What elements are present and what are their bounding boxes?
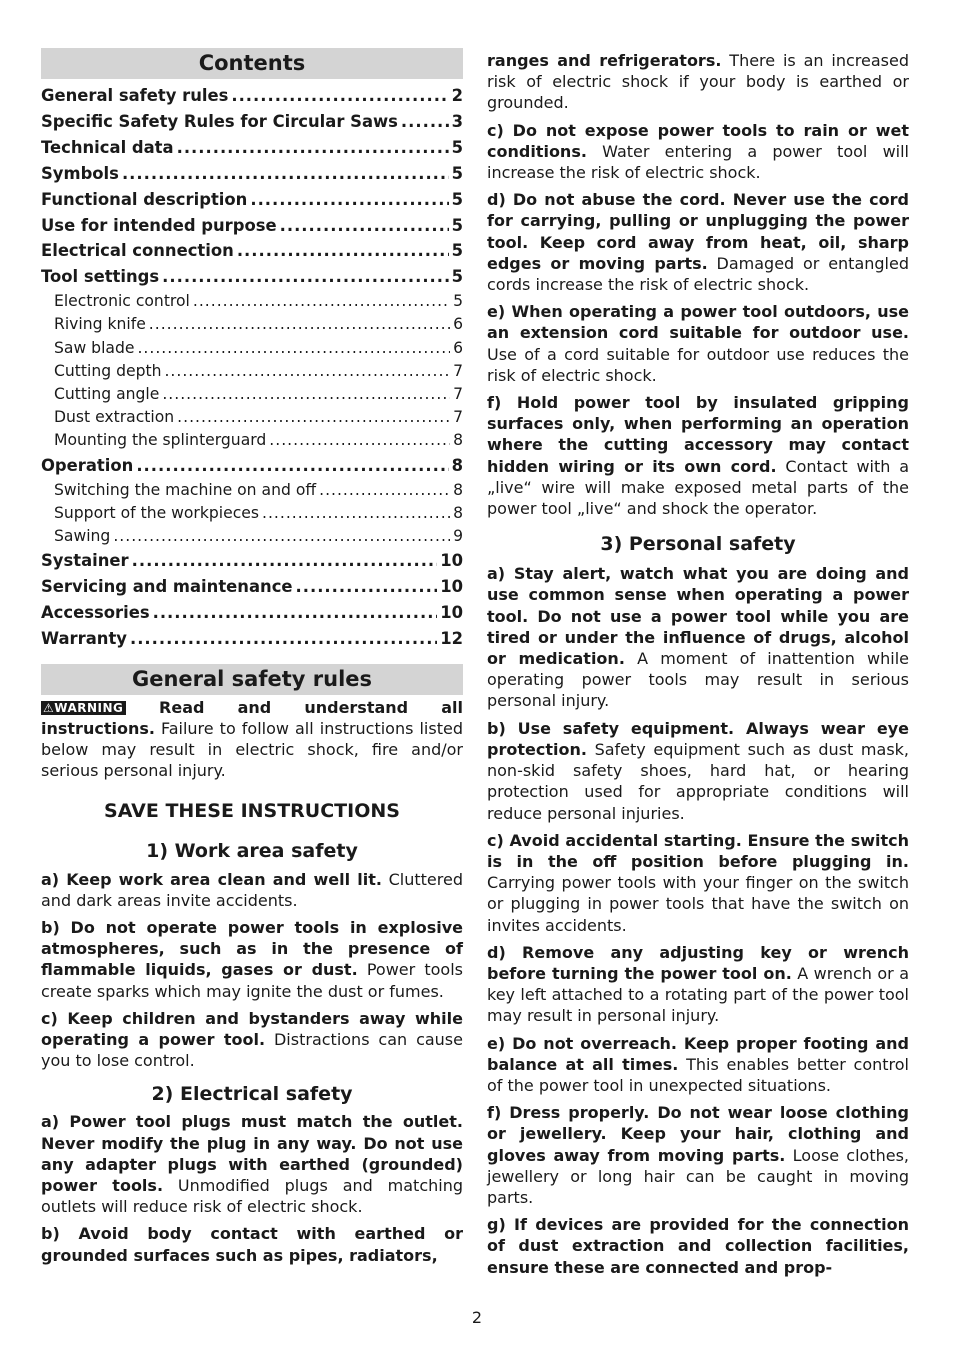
toc-leader-dots <box>136 453 448 479</box>
toc-entry-label: Riving knife <box>54 315 146 334</box>
toc-entry-label: Specific Safety Rules for Circular Saws <box>41 111 398 131</box>
electrical-f: f) Hold power tool by insulated gripping surfaces only, when performing an operation where the cutting accessory may contact hidden wiring or its own cord. Contact with a „live“ wire will make exposed metal parts of the power tool „live“ and shock the operator. <box>487 393 910 519</box>
right-column <box>487 50 909 1284</box>
toc-entry <box>41 313 463 336</box>
toc-entry <box>41 337 463 360</box>
toc-leader-dots <box>193 290 450 313</box>
toc-entry-page: 10 <box>440 603 463 622</box>
toc-leader-dots <box>162 264 448 290</box>
toc-entry-page: 6 <box>453 338 463 357</box>
toc-entry <box>41 187 463 213</box>
toc-leader-dots <box>319 479 450 502</box>
toc-entry <box>41 600 463 626</box>
toc-entry <box>41 83 463 109</box>
toc-entry <box>41 238 463 264</box>
toc-leader-dots <box>149 313 450 336</box>
electrical-b-cont: ranges and refrigerators. There is an increased risk of electric shock if your body is earthed or grounded. <box>487 51 910 113</box>
work-area-c: c) Keep children and bystanders away while operating a power tool. Distractions can cause you to lose control. <box>41 1008 463 1071</box>
general-safety-heading: General safety rules <box>41 664 463 695</box>
personal-heading: 3) Personal safety <box>600 533 796 556</box>
toc-entry <box>41 161 463 187</box>
toc-entry-label: Use for intended purpose <box>41 215 277 235</box>
toc-entry-label: Functional description <box>41 189 248 209</box>
toc-entry-page: 8 <box>453 431 463 450</box>
toc-entry-label: Support of the workpieces <box>54 503 259 522</box>
toc-leader-dots <box>164 360 450 383</box>
toc-leader-dots <box>162 383 450 406</box>
toc-entry-page: 9 <box>453 526 463 545</box>
toc-entry <box>41 453 463 479</box>
electrical-a: a) Power tool plugs must match the outlet. Never modify the plug in any way. Do not use any adapter plugs with earthed (grounded) power tools. Unmodified plugs and matching outlets will reduce risk of electric shock. <box>41 1112 464 1217</box>
work-area-b: b) Do not operate power tools in explosive atmospheres, such as in the presence of flammable liquids, gases or dust. Power tools create sparks which may ignite the dust or fumes. <box>41 918 463 1001</box>
toc-leader-dots <box>177 406 450 429</box>
toc-leader-dots <box>296 574 438 600</box>
toc-entry-page: 10 <box>440 577 463 597</box>
personal-c: c) Avoid accidental starting. Ensure the switch is in the off position before plugging in. Carrying power tools with your finger on the switch or plugging in power tools that have the switch on invites accidents. <box>487 830 909 935</box>
toc-entry-label: Symbols <box>41 163 119 183</box>
toc-entry-page: 12 <box>440 628 463 648</box>
save-instructions-heading: SAVE THESE INSTRUCTIONS <box>104 799 400 822</box>
toc-entry-label: Electrical connection <box>41 241 234 261</box>
toc-entry-page: 8 <box>453 480 463 499</box>
electrical-c: c) Do not expose power tools to rain or wet conditions. Water entering a power tool will increase the risk of electric shock. <box>487 120 909 183</box>
toc-leader-dots <box>269 429 450 452</box>
toc-entry <box>41 213 463 239</box>
toc-entry <box>41 290 463 313</box>
toc-entry-page: 7 <box>453 385 463 404</box>
toc-entry-label: General safety rules <box>41 86 229 105</box>
toc-entry-page: 3 <box>451 111 463 131</box>
toc-entry <box>41 502 463 525</box>
toc-entry-page: 5 <box>453 292 463 311</box>
toc-entry <box>41 429 463 452</box>
toc-entry-page: 2 <box>451 86 463 105</box>
table-of-contents <box>41 83 463 652</box>
toc-entry-label: Cutting angle <box>54 385 160 404</box>
toc-leader-dots <box>280 213 449 239</box>
contents-heading: Contents <box>41 48 463 79</box>
warning-badge: ⚠WARNING <box>41 701 126 715</box>
toc-entry <box>41 626 463 652</box>
toc-entry-label: Sawing <box>54 526 111 545</box>
toc-entry-page: 5 <box>451 189 463 209</box>
toc-entry-label: Technical data <box>41 137 174 157</box>
toc-entry-page: 10 <box>440 551 463 571</box>
personal-d: d) Remove any adjusting key or wrench before turning the power tool on. A wrench or a key left attached to a rotating part of the power tool may result in personal injury. <box>487 942 910 1026</box>
toc-entry-label: Cutting depth <box>54 361 162 380</box>
toc-entry-label: Systainer <box>41 551 129 571</box>
toc-entry-label: Accessories <box>41 603 150 622</box>
toc-entry <box>41 574 463 600</box>
toc-entry <box>41 479 463 502</box>
toc-entry-page: 5 <box>451 163 463 183</box>
toc-leader-dots <box>122 161 449 187</box>
toc-entry <box>41 360 463 383</box>
toc-entry-page: 8 <box>453 503 463 522</box>
toc-leader-dots <box>132 548 438 574</box>
toc-leader-dots <box>153 600 438 626</box>
electrical-heading: 2) Electrical safety <box>151 1083 353 1106</box>
personal-e: e) Do not overreach. Keep proper footing and balance at all times. This enables better control of the power tool in unexpected situations. <box>487 1033 909 1095</box>
toc-entry <box>41 109 463 135</box>
toc-entry <box>41 548 463 574</box>
toc-leader-dots <box>177 135 449 161</box>
toc-entry-label: Tool settings <box>41 267 160 287</box>
toc-entry-page: 7 <box>453 361 463 380</box>
toc-entry-label: Electronic control <box>54 292 190 311</box>
warning-intro-text: Failure to follow all instructions listed below may result in electric shock, fire and/or serious personal injury. <box>41 719 463 781</box>
toc-entry-label: Dust extraction <box>54 408 175 427</box>
electrical-b-start: b) Avoid body contact with earthed or grounded surfaces such as pipes, radiators, <box>41 1224 463 1265</box>
toc-entry-label: Operation <box>41 455 134 475</box>
toc-leader-dots <box>113 525 450 548</box>
electrical-e: e) When operating a power tool outdoors, use an extension cord suitable for outdoor use. Use of a cord suitable for outdoor use reduces the risk of electric shock. <box>487 302 909 385</box>
toc-entry <box>41 525 463 548</box>
personal-f: f) Dress properly. Do not wear loose clothing or jewellery. Keep your hair, clothing and gloves away from moving parts. Loose clothes, jewellery or long hair can be caught in moving parts. <box>487 1103 910 1207</box>
warning-triangle-icon: ⚠ <box>43 700 55 715</box>
work-area-a: a) Keep work area clean and well lit. Cluttered and dark areas invite accidents. <box>41 869 463 910</box>
toc-entry-label: Mounting the splinterguard <box>54 431 267 450</box>
page-number: 2 <box>471 1308 483 1327</box>
toc-entry <box>41 406 463 429</box>
work-area-heading: 1) Work area safety <box>146 839 358 862</box>
toc-leader-dots <box>262 502 450 525</box>
toc-leader-dots <box>250 187 448 213</box>
toc-entry-page: 8 <box>451 455 463 475</box>
toc-entry-page: 5 <box>451 215 463 235</box>
toc-leader-dots <box>137 337 450 360</box>
toc-entry-label: Switching the machine on and off <box>54 480 317 499</box>
toc-leader-dots <box>401 109 449 135</box>
toc-entry-label: Servicing and maintenance <box>41 577 293 597</box>
personal-b: b) Use safety equipment. Always wear eye protection. Safety equipment such as dust mask, non-skid safety shoes, hard hat, or hearing protection used for appropriate conditions will reduce personal injuries. <box>487 718 910 823</box>
electrical-d: d) Do not abuse the cord. Never use the cord for carrying, pulling or unplugging the power tool. Keep cord away from heat, oil, sharp edges or moving parts. Damaged or entangled cords increase the risk of electric shock. <box>487 190 909 295</box>
toc-entry-page: 5 <box>451 137 463 157</box>
personal-a: a) Stay alert, watch what you are doing and use common sense when operating a power tool. Do not use a power tool while you are tired or under the influence of drugs, alcohol or medication. A moment of inattention while operating power tools may result in serious personal injury. <box>487 564 909 711</box>
toc-entry <box>41 135 463 161</box>
personal-g: g) If devices are provided for the connection of dust extraction and collection facilities, ensure these are connected and prop- <box>487 1215 909 1277</box>
toc-entry-label: Saw blade <box>54 338 135 357</box>
toc-entry-page: 7 <box>453 408 463 427</box>
toc-leader-dots <box>237 238 449 264</box>
toc-entry-label: Warranty <box>41 628 127 648</box>
warning-intro-bold: Read and understand all instructions. <box>41 697 463 739</box>
toc-entry-page: 6 <box>453 315 463 334</box>
toc-leader-dots <box>130 626 437 652</box>
left-column <box>41 48 463 1272</box>
toc-entry <box>41 383 463 406</box>
toc-entry-page: 5 <box>451 267 463 287</box>
toc-entry-page: 5 <box>451 241 463 261</box>
warning-intro <box>41 697 463 782</box>
toc-entry <box>41 264 463 290</box>
toc-leader-dots <box>231 83 448 109</box>
